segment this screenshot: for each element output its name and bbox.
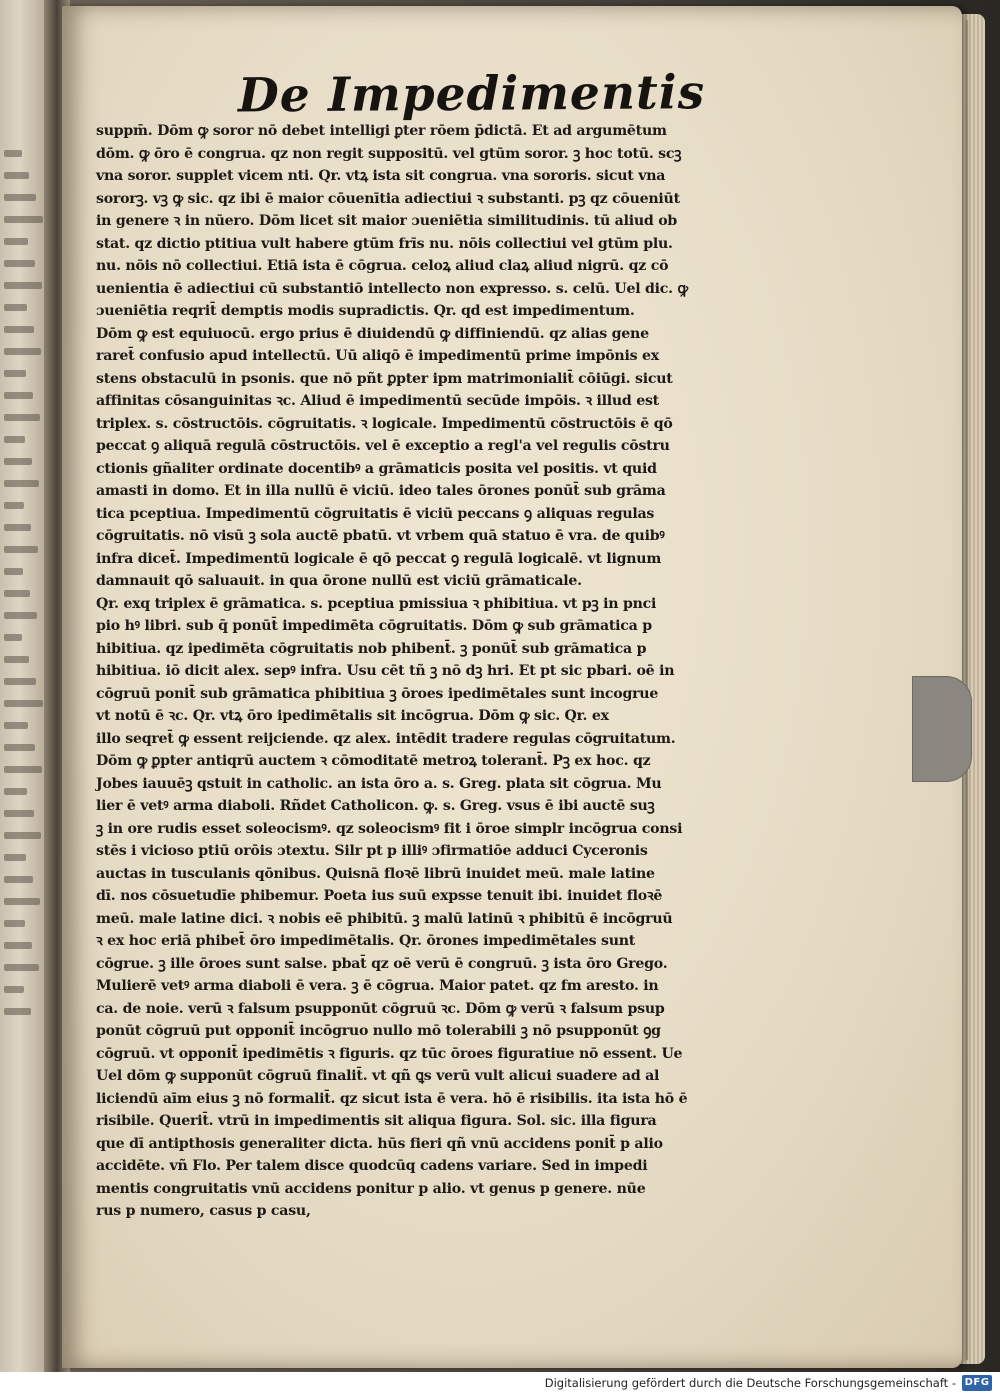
verso-text-trace (4, 458, 32, 465)
verso-text-trace (4, 436, 25, 443)
verso-text-trace (4, 920, 25, 927)
verso-text-trace (4, 854, 26, 861)
text-line: Dōm ꝙ ꝑpter antiqrū auctem ꝛ cōmoditatē metroꝝ tolerant̄. Pꝫ ex hoc. qz (96, 752, 651, 769)
text-line: ɔueniētia reqrit̄ demptis modis supradictis. Qr. qd est impedimentum. (96, 302, 635, 319)
text-line: ꝛ ex hoc eriā phibet̄ ōro impedimētalis. Qr. ōrones impedimētales sunt (96, 932, 636, 949)
text-line: cōgrue. ꝫ ille ōroes sunt salse. pbat̄ qz oē verū ē congruū. ꝫ ista ōro Grego. (96, 954, 668, 972)
text-line: peccat ꝯ aliquā regulā cōstructōis. vel ē exceptio a regl'a vel regulis cōstru (96, 437, 670, 454)
verso-text-trace (4, 502, 24, 509)
verso-text-trace (4, 964, 39, 971)
verso-text-trace (4, 810, 34, 817)
verso-text-trace (4, 216, 43, 223)
text-line: stēs i vicioso ptiū orōis ɔtextu. Silr pt p illiꝰ ɔfirmatiōe adduci Cyceronis (96, 842, 648, 859)
verso-text-trace (4, 876, 33, 883)
text-line: vna soror. supplet vicem nti. Qr. vtꝝ ista sit congrua. vna sororis. sicut vna (96, 167, 666, 184)
text-line: pio hꝰ libri. sub q̄ ponūt̄ impedimēta cōgruitatis. Dōm ꝙ sub grāmatica p (96, 617, 652, 634)
verso-text-trace (4, 282, 42, 289)
text-line: lier ē vetꝰ arma diaboli. Rñdet Catholicon. ꝙ. s. Greg. vsus ē ibi auctē suꝫ (96, 797, 655, 814)
verso-text-trace (4, 898, 40, 905)
text-line: damnauit qō saluauit. in qua ōrone nullū est viciū grāmaticale. (96, 572, 582, 589)
text-line: tica pceptiua. Impedimentū cōgruitatis ē viciū peccans ꝯ aliquas regulas (96, 504, 655, 522)
text-line: sororꝫ. vꝫ ꝙ sic. qz ibi ē maior cōuenītia adiectiui ꝛ substanti. pꝫ qz cōueniūt (96, 189, 680, 207)
verso-text-trace (4, 986, 24, 993)
text-line: cōgruitatis. nō visū ꝫ sola auctē pbatū. vt vrbem quā statuo ē vra. de quibꝰ (96, 527, 665, 544)
funding-credit: Digitalisierung gefördert durch die Deutsche Forschungsgemeinschaft - (544, 1376, 956, 1390)
text-line: meū. male latine dici. ꝛ nobis eē phibitū. ꝫ malū latinū ꝛ phibitū ē incōgruū (96, 909, 673, 927)
verso-text-trace (4, 634, 22, 641)
verso-text-trace (4, 150, 22, 157)
verso-text-trace (4, 370, 26, 377)
text-line: in genere ꝛ in nūero. Dōm licet sit maior ɔueniētia similitudinis. tū aliud ob (96, 212, 678, 229)
verso-text-trace (4, 1008, 31, 1015)
verso-text-trace (4, 414, 40, 421)
text-line: raret̄ confusio apud intellectū. Uū aliqō ē impedimentū prime impōnis ex (96, 347, 659, 364)
text-line: cōgruū. vt opponit̄ ipedimētis ꝛ figuris. qz tūc ōroes figuratiue nō essent. Ue (96, 1044, 683, 1062)
text-line: mentis congruitatis vnū accidens ponitur p alio. vt genus p genere. nūe (96, 1179, 646, 1197)
text-line: Uel dōm ꝙ supponūt cōgruū finalit̄. vt qñ ꝗs verū vult alicui suadere ad al (96, 1067, 660, 1084)
verso-text-trace (4, 744, 35, 751)
verso-text-trace (4, 766, 42, 773)
verso-text-trace (4, 194, 36, 201)
text-line: Qr. exq triplex ē grāmatica. s. pceptiua pmissiua ꝛ phibitiua. vt pꝫ in pnci (96, 594, 657, 612)
verso-text-trace (4, 238, 28, 245)
text-line: Dōm ꝙ est equiuocū. ergo prius ē diuidendū ꝙ diffiniendū. qz alias gene (96, 324, 649, 342)
verso-text-trace (4, 700, 43, 707)
text-line: risibile. Querit̄. vtrū in impedimentis sit aliqua figura. Sol. sic. illa figura (96, 1112, 657, 1129)
verso-text-trace (4, 612, 37, 619)
text-line: Mulierē vetꝰ arma diaboli ē vera. ꝫ ē cōgrua. Maior patet. qz fm aresto. in (96, 977, 659, 994)
text-line: auctas in tusculanis qōnibus. Quisnā floꝛē librū inuidet meū. male latine (96, 864, 655, 882)
text-line: nu. nōis nō collectiui. Etiā ista ē cōgrua. celoꝝ aliud claꝝ aliud nigrū. qz cō (96, 257, 669, 274)
text-line: triplex. s. cōstructōis. cōgruitatis. ꝛ logicale. Impedimentū cōstructōis ē qō (96, 414, 673, 432)
text-line: affinitas cōsanguinitas ꝛc. Aliud ē impedimentū secūde impōis. ꝛ illud est (96, 392, 659, 409)
body-text (96, 120, 776, 1223)
left-page-edge (0, 0, 48, 1372)
text-line: ponūt cōgruū put opponit̄ incōgruo nullo mō tolerabili ꝫ nō psupponūt ꝯg (96, 1022, 661, 1039)
verso-text-trace (4, 172, 29, 179)
text-line: Jobes iauuēꝫ qstuit in catholic. an ista ōro a. s. Greg. plata sit cōgrua. Mu (96, 774, 662, 792)
text-line: stat. qz dictio ptitiua vult habere gtūm frīs nu. nōis collectiui vel gtūm plu. (96, 234, 673, 252)
text-line: suppm̄. Dōm ꝙ soror nō debet intelligi ꝑter rōem p̄dictā. Et ad argumētum (96, 122, 667, 139)
verso-text-trace (4, 832, 41, 839)
verso-text-trace (4, 722, 28, 729)
page-heading: De Impedimentis (237, 65, 706, 124)
verso-text-trace (4, 788, 27, 795)
text-line: amasti in domo. Et in illa nullū ē viciū. ideo tales ōrones ponūt̄ sub grāma (96, 482, 666, 499)
verso-text-trace (4, 568, 23, 575)
verso-text-trace (4, 546, 38, 553)
text-line: que dī antipthosis generaliter dicta. hūs fieri qñ vnū accidens ponit̄ p alio (96, 1134, 663, 1152)
verso-text-trace (4, 260, 35, 267)
verso-text-trace (4, 590, 30, 597)
text-line: illo seqret̄ ꝙ essent reijciende. qz alex. intēdit tradere regulas cōgruitatum. (96, 729, 676, 747)
text-line: rus p numero, casus p casu, (96, 1202, 311, 1219)
verso-text-trace (4, 678, 36, 685)
verso-text-trace (4, 524, 31, 531)
verso-text-trace (4, 348, 41, 355)
text-line: ca. de noie. verū ꝛ falsum psupponūt cōgruū ꝛc. Dōm ꝙ verū ꝛ falsum psup (96, 999, 665, 1017)
verso-text-trace (4, 656, 29, 663)
text-line: cōgruū ponit̄ sub grāmatica phibitiua ꝫ ōroes ipedimētales sunt incogrue (96, 684, 659, 702)
bookmark-tab (912, 676, 972, 782)
text-line: infra dicet̄. Impedimentū logicale ē qō peccat ꝯ regulā logicalē. vt lignum (96, 549, 662, 567)
text-line: liciendū aīm eius ꝫ nō formalit̄. qz sicut ista ē vera. hō ē risibilis. ita ista hō ē (96, 1089, 688, 1107)
text-line: stens obstaculū in psonis. que nō pñt ꝑpter ipm matrimonialit̄ cōiūgi. sicut (96, 369, 673, 387)
verso-text-trace (4, 392, 33, 399)
text-line: vt notū ē ꝛc. Qr. vtꝝ ōro ipedimētalis sit incōgrua. Dōm ꝙ sic. Qr. ex (96, 707, 609, 724)
text-line: hibitiua. iō dicit alex. sepꝰ infra. Usu cēt tñ ꝫ nō dꝫ hri. Et pt sic pbari. oē in (96, 662, 675, 679)
text-line: hibitiua. qz ipedimēta cōgruitatis nob phibent̄. ꝫ ponūt̄ sub grāmatica p (96, 639, 647, 657)
text-line: uenientia ē adiectiui cū substantiō intellecto non expresso. s. celū. Uel dic. ꝙ (96, 279, 688, 297)
text-line: accidēte. vñ Flo. Per talem disce quodcūq cadens variare. Sed in impedi (96, 1157, 648, 1174)
text-line: dī. nos cōsuetudīe phibemur. Poeta ius suū expsse tenuit ibi. inuidet floꝛē (96, 887, 663, 904)
verso-text-trace (4, 326, 34, 333)
text-line: dōm. ꝙ ōro ē congrua. qz non regit suppositū. vel gtūm soror. ꝫ hoc totū. scꝫ (96, 144, 682, 162)
text-line: ꝫ in ore rudis esset soleocismꝰ. qz soleocismꝰ fit i ōroe simplr incōgrua consi (96, 819, 683, 837)
verso-text-trace (4, 304, 27, 311)
verso-text-trace (4, 480, 39, 487)
text-line: ctionis gñaliter ordinate docentibꝰ a grāmaticis posita vel positis. vt quid (96, 459, 657, 477)
verso-text-trace (4, 942, 32, 949)
dfg-logo-icon: DFG (962, 1375, 992, 1391)
footer-bar (0, 1372, 1000, 1395)
